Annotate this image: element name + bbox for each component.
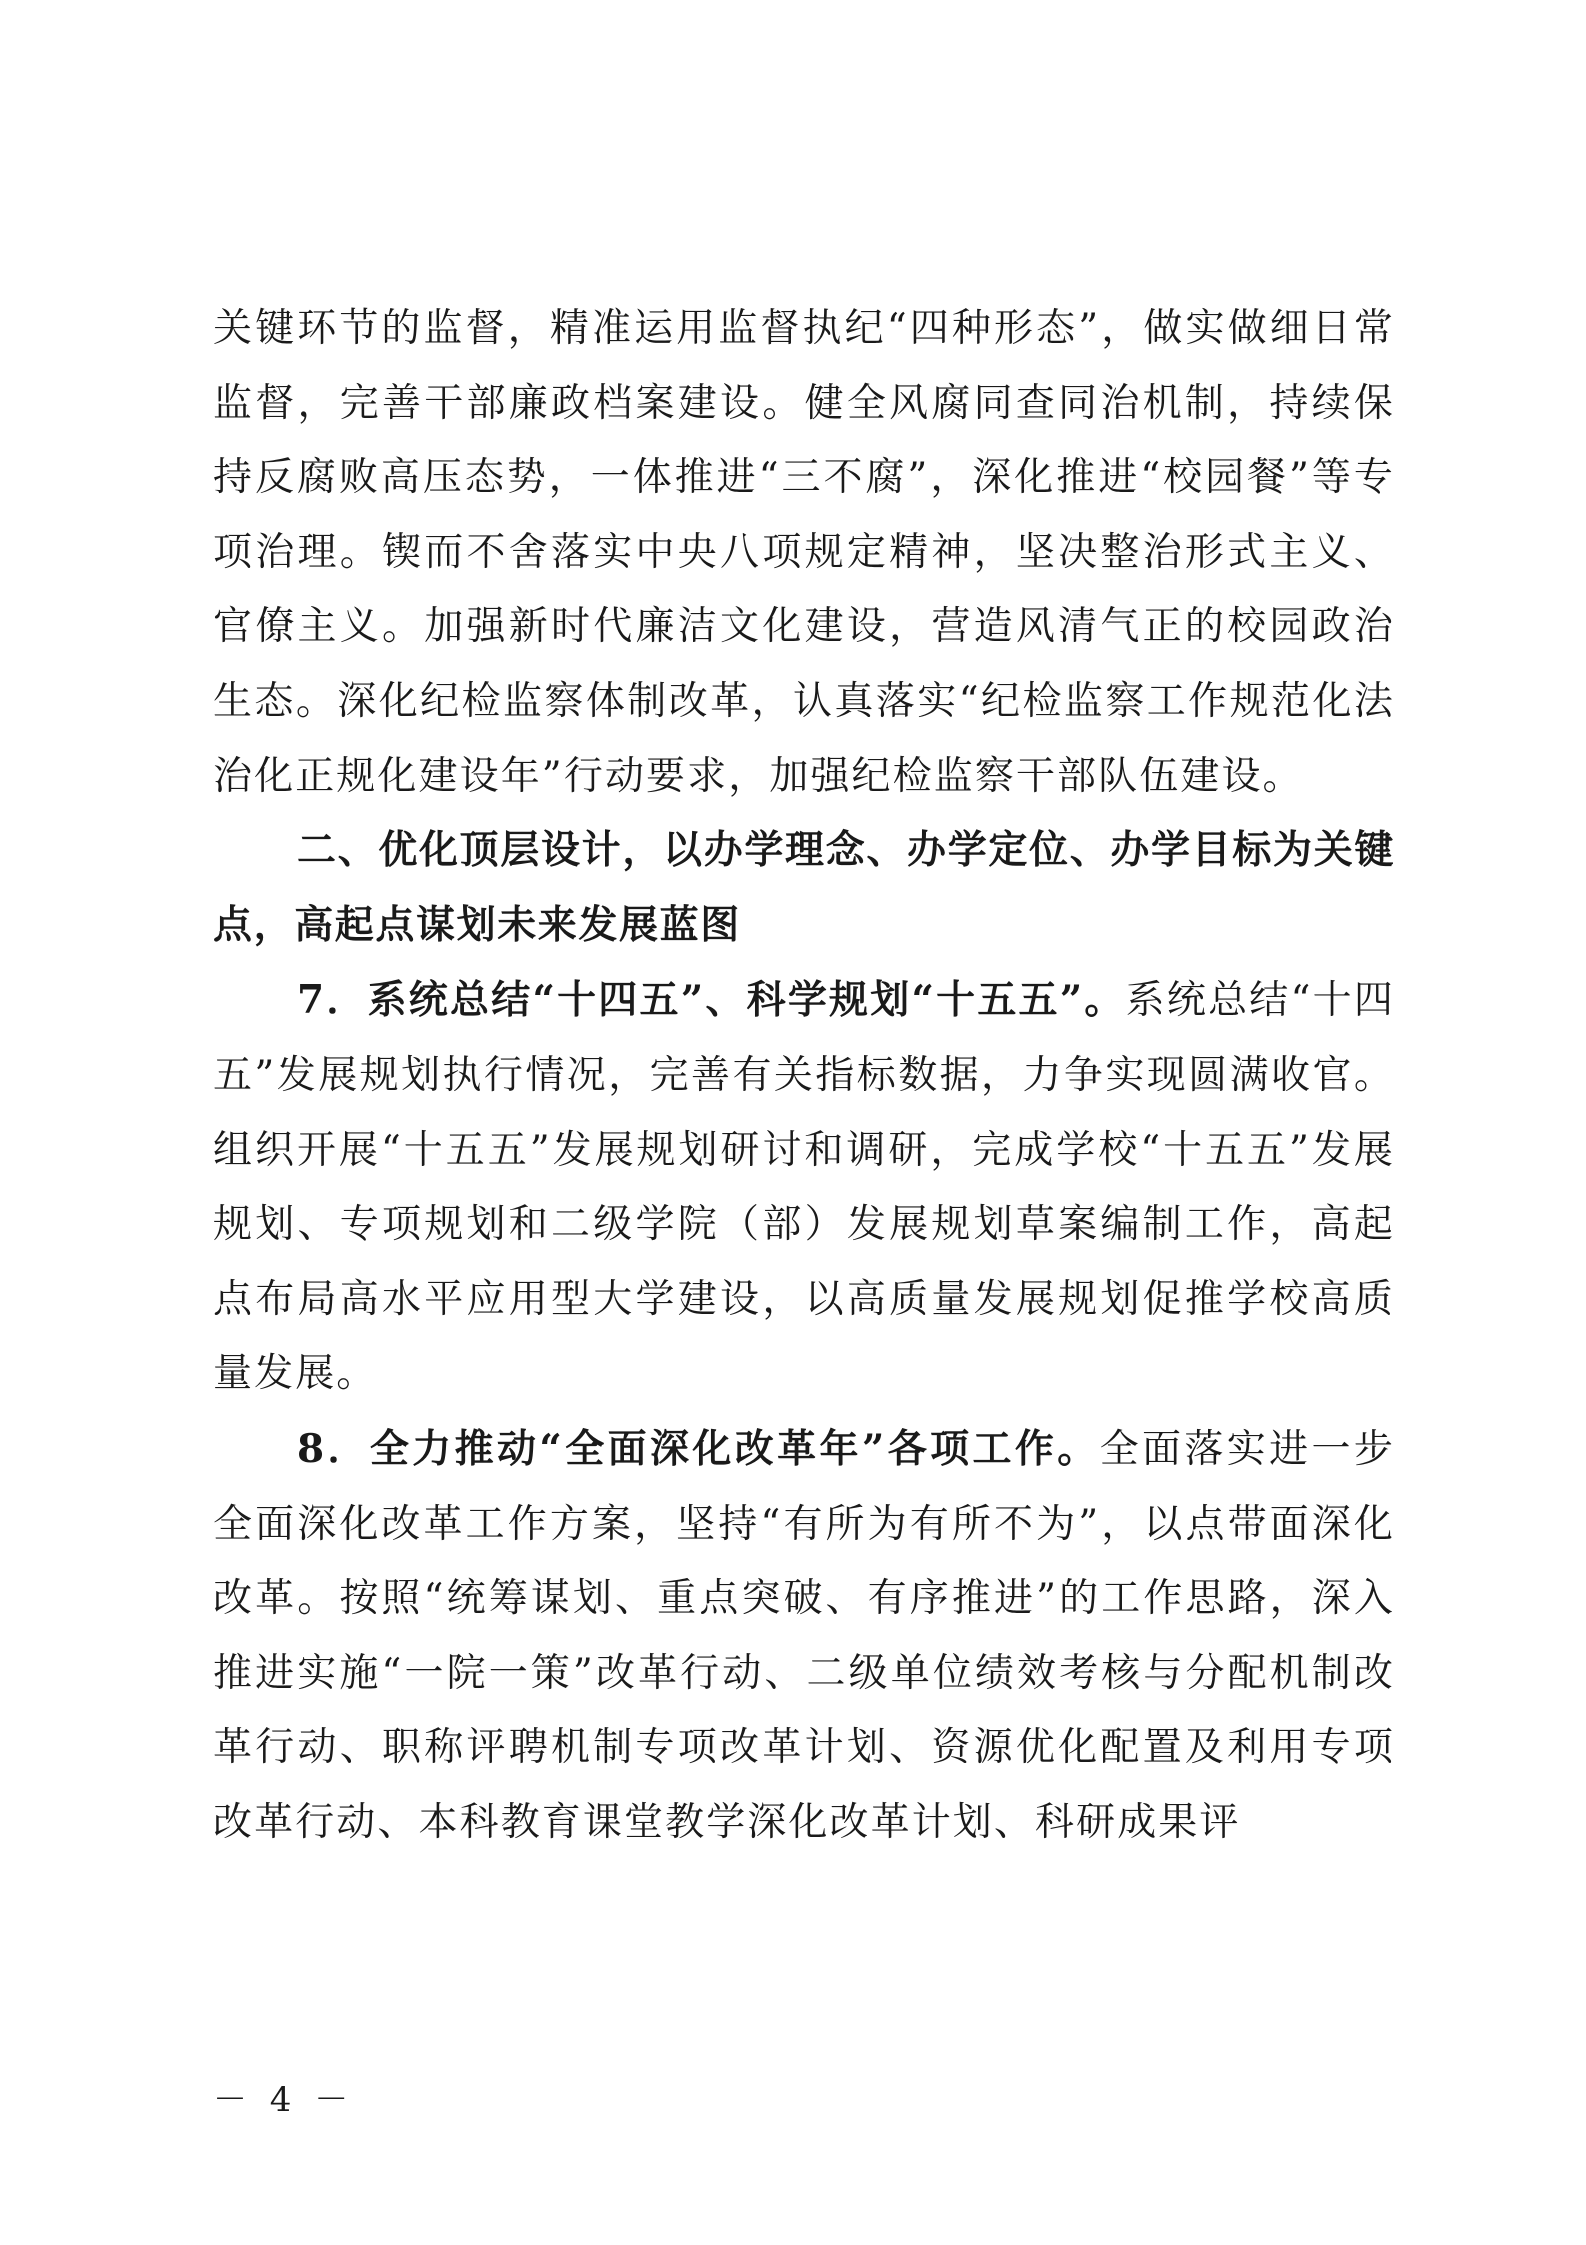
page-number: － 4 － xyxy=(213,2080,355,2120)
item-7-body: 系统总结“十四五”发展规划执行情况，完善有关指标数据，力争实现圆满收官。组织开展“十五五”发展规划研讨和调研，完成学校“十五五”发展规划、专项规划和二级学院（部）发展规划草案编制工作，高起点布局高水平应用型大学建设，以高质量发展规划促推学校高质量发展。 xyxy=(213,978,1395,1397)
paragraph-continued: 关键环节的监督，精准运用监督执纪“四种形态”，做实做细日常监督，完善干部廉政档案建设。健全风腐同查同治机制，持续保持反腐败高压态势，一体推进“三不腐”，深化推进“校园餐”等专项治理。锲而不舍落实中央八项规定精神，坚决整治形式主义、官僚主义。加强新时代廉洁文化建设，营造风清气正的校园政治生态。深化纪检监察体制改革，认真落实“纪检监察工作规范化法治化正规化建设年”行动要求，加强纪检监察干部队伍建设。 xyxy=(213,306,1395,799)
item-7 xyxy=(213,963,1395,1412)
item-8 xyxy=(213,1412,1395,1861)
section-heading-2: 二、优化顶层设计，以办学理念、办学定位、办学目标为关键点，高起点谋划未来发展蓝图 xyxy=(213,828,1395,948)
item-7-title: 7．系统总结“十四五”、科学规划“十五五”。 xyxy=(297,977,1126,1024)
document-body xyxy=(213,292,1395,1860)
item-8-body: 全面落实进一步全面深化改革工作方案，坚持“有所为有所不为”，以点带面深化改革。按照“统筹谋划、重点突破、有序推进”的工作思路，深入推进实施“一院一策”改革行动、二级单位绩效考核与分配机制改革行动、职称评聘机制专项改革计划、资源优化配置及利用专项改革行动、本科教育课堂教学深化改革计划、科研成果评 xyxy=(213,1426,1395,1845)
item-8-title: 8．全力推动“全面深化改革年”各项工作。 xyxy=(297,1425,1100,1472)
